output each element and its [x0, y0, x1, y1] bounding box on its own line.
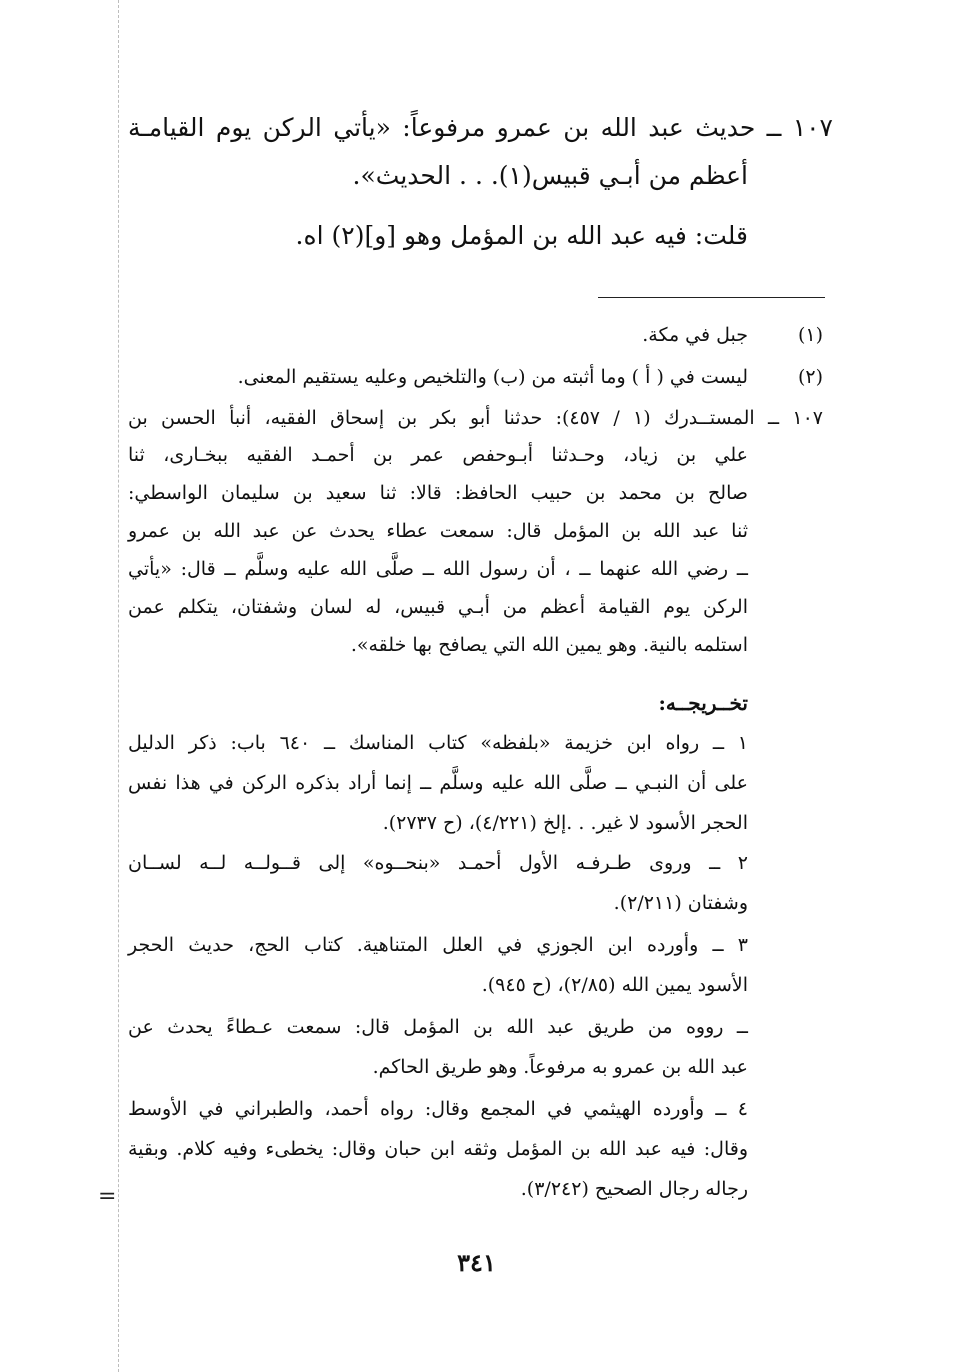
takhrij-line: ٣ ــ وأورده ابن الجوزي في العلل المتناهية. كتاب الحج، حديث الحجر [128, 934, 748, 956]
commentary-line: استلمه بالنية. وهو يمين الله التي يصافح بها خلقه». [350, 634, 748, 656]
takhrij-line: عبد الله بن عمرو به مرفوعاً. وهو طريق الحاكم. [372, 1056, 748, 1078]
commentary-line: الركن يوم القيامة أعظم من أبـي قبيس، له لسان وشفتان، يتكلم عمن [128, 596, 748, 618]
takhrij-line: الأسود يمين الله (٢/٨٥)، (ح ٩٤٥). [481, 974, 748, 996]
commentary-line: ١٠٧ ــ المستــدرك (١ / ٤٥٧): حدثنا أبو بكر بن إسحاق الفقيه، أنبأ الحسن بن [128, 407, 824, 429]
margin-mark: = [98, 1184, 117, 1209]
binding-margin-line [118, 0, 119, 1372]
comment-line: قلت: فيه عبد الله بن المؤمل وهو [و](٢) اه. [295, 221, 748, 250]
takhrij-line: الحجر الأسود لا غير. . .إلخ (٤/٢٢١)، (ح ٢٧٣٧). [382, 812, 748, 834]
footnote-2-number: (٢) [797, 366, 823, 388]
takhrij-line: رجاله رجال الصحيح (٣/٢٤٢). [520, 1178, 748, 1200]
hadith-line-1: ١٠٧ ــ حديث عبد الله بن عمرو مرفوعاً: «يأتي الركن يوم القيامـة [128, 113, 833, 142]
takhrij-line: ٤ ــ وأورده الهيثمي في المجمع وقال: رواه أحمد، والطبراني في الأوسط [128, 1098, 748, 1120]
footnote-2-text: ليست في ( أ ) وما أثبته من (ب) والتلخيص وعليه يستقيم المعنى. [237, 366, 748, 388]
takhrij-line: على أن النبـي ــ صلَّى الله عليه وسلَّم ــ إنما أراد بذكره الركن في هذا نفس [128, 772, 748, 794]
takhrij-heading: تخــريجــه: [658, 691, 748, 715]
commentary-line: صالح بن محمد بن حبيب الحافظ: قالا: ثنا سعيد بن سليمان الواسطي: [128, 482, 748, 504]
commentary-line: علي بن زياد، وحـدثنا أبـوحفص عمر بن أحمـد الفقيه ببخـارى، ثنا [128, 444, 748, 466]
page-number: ٣٤١ [457, 1248, 496, 1277]
takhrij-line: ١ ــ رواه ابن خزيمة «بلفظه» كتاب المناسك ــ ٦٤٠ باب: ذكر الدليل [128, 732, 748, 754]
takhrij-line: وشفتان (٢/٢١١). [613, 892, 748, 914]
commentary-line: ــ رضي الله عنهما ــ ، أن رسول الله ــ صلَّى الله عليه وسلَّم ــ قال: «يأتي [128, 558, 748, 580]
takhrij-line: ــ رووه من طريق عبد الله بن المؤمل قال: سمعت عـطاءً يحدث عن [128, 1016, 748, 1038]
takhrij-line: ٢ ــ وروى طـرفـه الأول أحمـد «بنحــوه» إلى قــولــه لــه لســان [128, 852, 748, 874]
commentary-line: ثنا عبد الله بن المؤمل قال: سمعت عطاء يحدث عن عبد الله بن عمرو [128, 520, 748, 542]
takhrij-line: وقال: فيه عبد الله بن المؤمل وثقه ابن حبان وقال: يخطىء وفيه كلام. وبقية [128, 1138, 748, 1160]
footnote-1-text: جبل في مكة. [642, 324, 748, 346]
hadith-line-2: أعظم من أبـي قبيس(١). . . الحديث». [352, 161, 748, 190]
footnote-separator [598, 297, 825, 298]
footnote-1-number: (١) [797, 324, 823, 346]
